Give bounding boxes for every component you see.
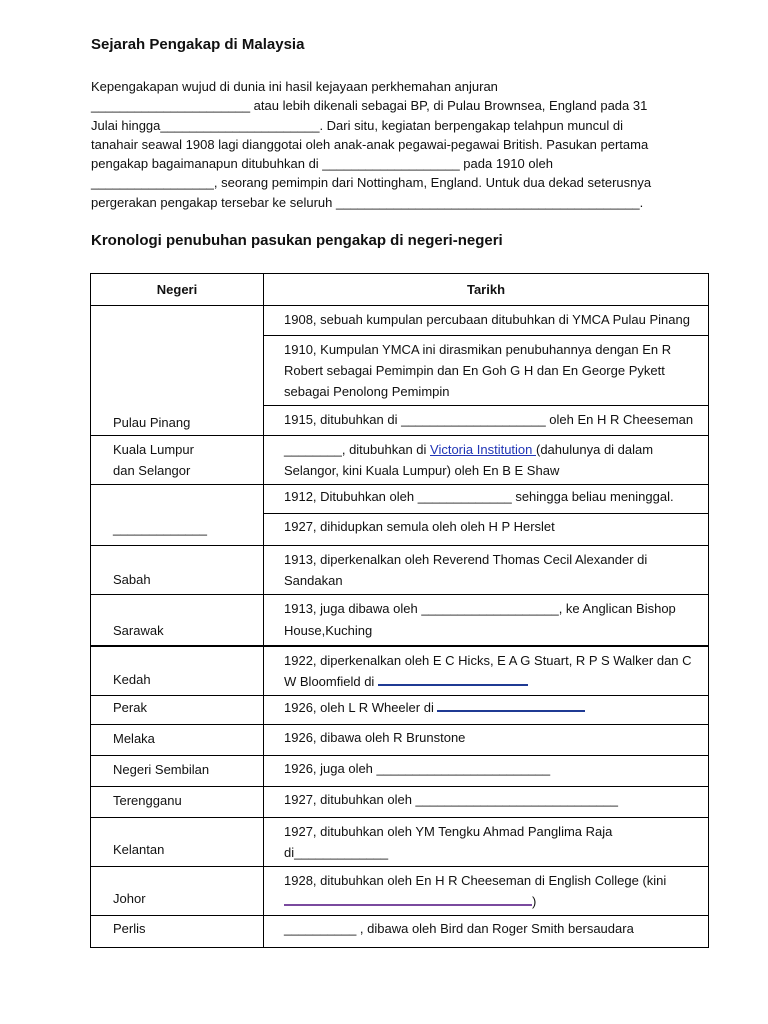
tarikh-cell: 1927, dihidupkan semula oleh oleh H P Herslet	[264, 514, 709, 546]
negeri-pulau-pinang: Pulau Pinang	[91, 306, 264, 436]
victoria-institution-link[interactable]: Victoria Institution	[430, 442, 536, 457]
tarikh-cell: 1912, Ditubuhkan oleh _____________ sehingga beliau meninggal.	[264, 485, 709, 514]
negeri-negeri-sembilan: Negeri Sembilan	[91, 756, 264, 787]
negeri-perak: Perak	[91, 696, 264, 725]
kelantan-blank: _____________	[294, 845, 389, 860]
tarikh-cell: 1913, juga dibawa oleh ___________________, ke Anglican Bishop House,Kuching	[264, 595, 709, 647]
negeri-terengganu: Terengganu	[91, 787, 264, 818]
negeri-sarawak: Sarawak	[91, 595, 264, 647]
kelantan-text: 1927, ditubuhkan oleh YM Tengku Ahmad Panglima Raja di	[284, 824, 613, 860]
intro-line: ______________________ atau lebih dikenali sebagai BP, di Pulau Brownsea, England pada 31	[91, 98, 648, 114]
tarikh-cell: __________ , dibawa oleh Bird dan Roger Smith bersaudara	[264, 916, 709, 948]
tarikh-cell: 1913, diperkenalkan oleh Reverend Thomas Cecil Alexander di Sandakan	[264, 546, 709, 595]
kedah-blank	[378, 674, 528, 686]
table-row	[91, 595, 709, 647]
kedah-text: 1922, diperkenalkan oleh E C Hicks, E A G Stuart, R P S Walker dan C W Bloomfield di	[284, 653, 692, 689]
table-row	[91, 306, 709, 336]
negeri-perlis: Perlis	[91, 916, 264, 948]
negeri-blank: _____________	[91, 485, 264, 546]
chronology-table	[90, 273, 709, 948]
table-row	[91, 646, 709, 696]
table-row	[91, 756, 709, 787]
table-row	[91, 485, 709, 514]
header-negeri: Negeri	[91, 274, 264, 306]
table-row	[91, 867, 709, 916]
intro-line: tanahair seawal 1908 lagi dianggotai oleh anak-anak pegawai-pegawai British. Pasukan pertama	[91, 136, 649, 152]
table-row	[91, 696, 709, 725]
kl-rest-text: (dahulunya di dalam Selangor, kini Kuala Lumpur) oleh En B E Shaw	[284, 442, 654, 478]
intro-line: Julai hingga______________________. Dari situ, kegiatan berpengakap telahpun muncul di	[91, 117, 623, 133]
intro-line: _________________, seorang pemimpin dari Nottingham, England. Untuk dua dekad seterusnya	[91, 175, 652, 191]
intro-paragraph	[91, 77, 691, 212]
table-header-row	[91, 274, 709, 306]
table-row	[91, 546, 709, 595]
intro-line: pergerakan pengakap tersebar ke seluruh __________________________________________.	[91, 194, 644, 210]
tarikh-cell	[264, 436, 709, 485]
section-subtitle: Kronologi penubuhan pasukan pengakap di negeri-negeri	[91, 232, 503, 249]
blank-text: ________, ditubuhkan di	[284, 442, 431, 457]
tarikh-cell: 1908, sebuah kumpulan percubaan ditubuhkan di YMCA Pulau Pinang	[264, 306, 709, 336]
intro-line: pengakap bagaimanapun ditubuhkan di ___________________ pada 1910 oleh	[91, 156, 553, 172]
intro-line: Kepengakapan wujud di dunia ini hasil kejayaan perkhemahan anjuran	[91, 79, 498, 94]
perak-text: 1926, oleh L R Wheeler di	[284, 700, 438, 715]
tarikh-cell: 1915, ditubuhkan di ____________________ oleh En H R Cheeseman	[264, 406, 709, 436]
table-row	[91, 916, 709, 948]
table-row	[91, 725, 709, 756]
tarikh-cell	[264, 696, 709, 725]
negeri-melaka: Melaka	[91, 725, 264, 756]
tarikh-cell	[264, 867, 709, 916]
perak-blank	[437, 700, 585, 712]
johor-text: 1928, ditubuhkan oleh En H R Cheeseman di English College (kini	[284, 873, 667, 888]
negeri-kl-line: dan Selangor	[113, 463, 191, 478]
tarikh-cell	[264, 646, 709, 696]
tarikh-cell: 1927, ditubuhkan oleh ____________________________	[264, 787, 709, 818]
negeri-sabah: Sabah	[91, 546, 264, 595]
table-row	[91, 787, 709, 818]
negeri-kl-line: Kuala Lumpur	[113, 442, 194, 457]
table-row	[91, 818, 709, 867]
tarikh-cell	[264, 818, 709, 867]
negeri-johor: Johor	[91, 867, 264, 916]
table-row	[91, 436, 709, 485]
johor-blank	[284, 894, 532, 906]
negeri-kelantan: Kelantan	[91, 818, 264, 867]
johor-close: )	[532, 894, 537, 909]
page-title: Sejarah Pengakap di Malaysia	[91, 36, 305, 53]
tarikh-cell: 1926, dibawa oleh R Brunstone	[264, 725, 709, 756]
negeri-kuala-lumpur	[91, 436, 264, 485]
negeri-kedah: Kedah	[91, 646, 264, 696]
header-tarikh: Tarikh	[264, 274, 709, 306]
tarikh-cell: 1910, Kumpulan YMCA ini dirasmikan penubuhannya dengan En R Robert sebagai Pemimpin dan En Goh G H dan En George Pykett sebagai Penolong Pemimpin	[264, 336, 709, 406]
tarikh-cell: 1926, juga oleh ________________________	[264, 756, 709, 787]
